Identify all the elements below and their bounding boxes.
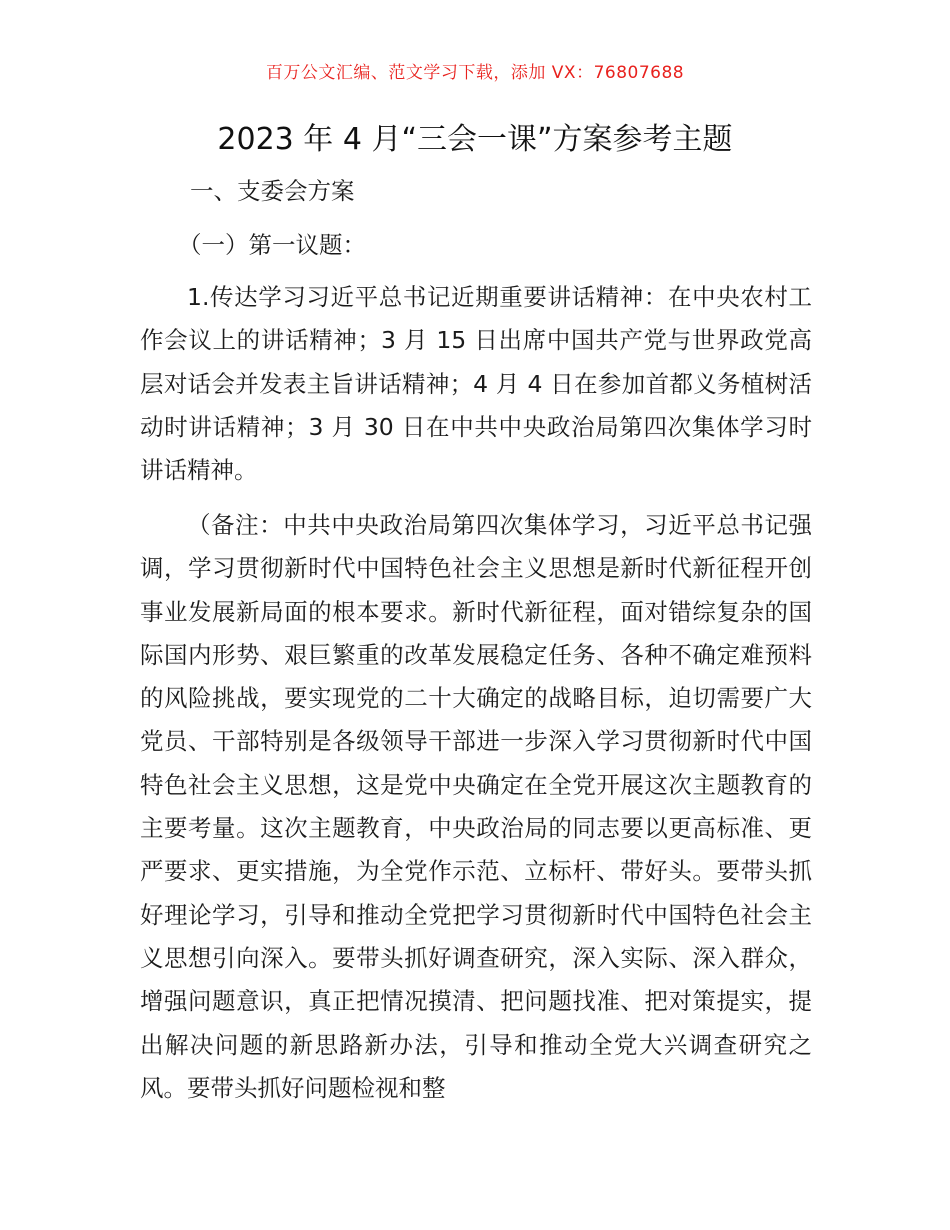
paragraph-speech-spirit: 1.传达学习习近平总书记近期重要讲话精神：在中央农村工作会议上的讲话精神；3 月 15 日出席中国共产党与世界政党高层对话会并发表主旨讲话精神；4 月 4 日在参加首都义务植树活动时讲话精神；3 月 30 日在中共中央政治局第四次集体学习时讲话精神。: [140, 283, 812, 485]
document-title: 2023 年 4 月“三会一课”方案参考主题: [217, 122, 733, 157]
section-heading: 一、支委会方案: [190, 177, 355, 205]
watermark-banner: 百万公文汇编、范文学习下载，添加 VX：76807688: [265, 63, 685, 83]
subsection-heading: （一）第一议题：: [178, 231, 366, 259]
paragraph-remarks: （备注：中共中央政治局第四次集体学习，习近平总书记强调，学习贯彻新时代中国特色社会主义思想是新时代新征程开创事业发展新局面的根本要求。新时代新征程，面对错综复杂的国际国内形势、艰巨繁重的改革发展稳定任务、各种不确定难预料的风险挑战，要实现党的二十大确定的战略目标，迫切需要广大党员、干部特别是各级领导干部进一步深入学习贯彻新时代中国特色社会主义思想，这是党中央确定在全党开展这次主题教育的主要考量。这次主题教育，中央政治局的同志要以更高标准、更严要求、更实措施，为全党作示范、立标杆、带好头。要带头抓好理论学习，引导和推动全党把学习贯彻新时代中国特色社会主义思想引向深入。要带头抓好调查研究，深入实际、深入群众，增强问题意识，真正把情况摸清、把问题找准、把对策提实，提出解决问题的新思路新办法，引导和推动全党大兴调查研究之风。要带头抓好问题检视和整: [140, 511, 812, 1102]
